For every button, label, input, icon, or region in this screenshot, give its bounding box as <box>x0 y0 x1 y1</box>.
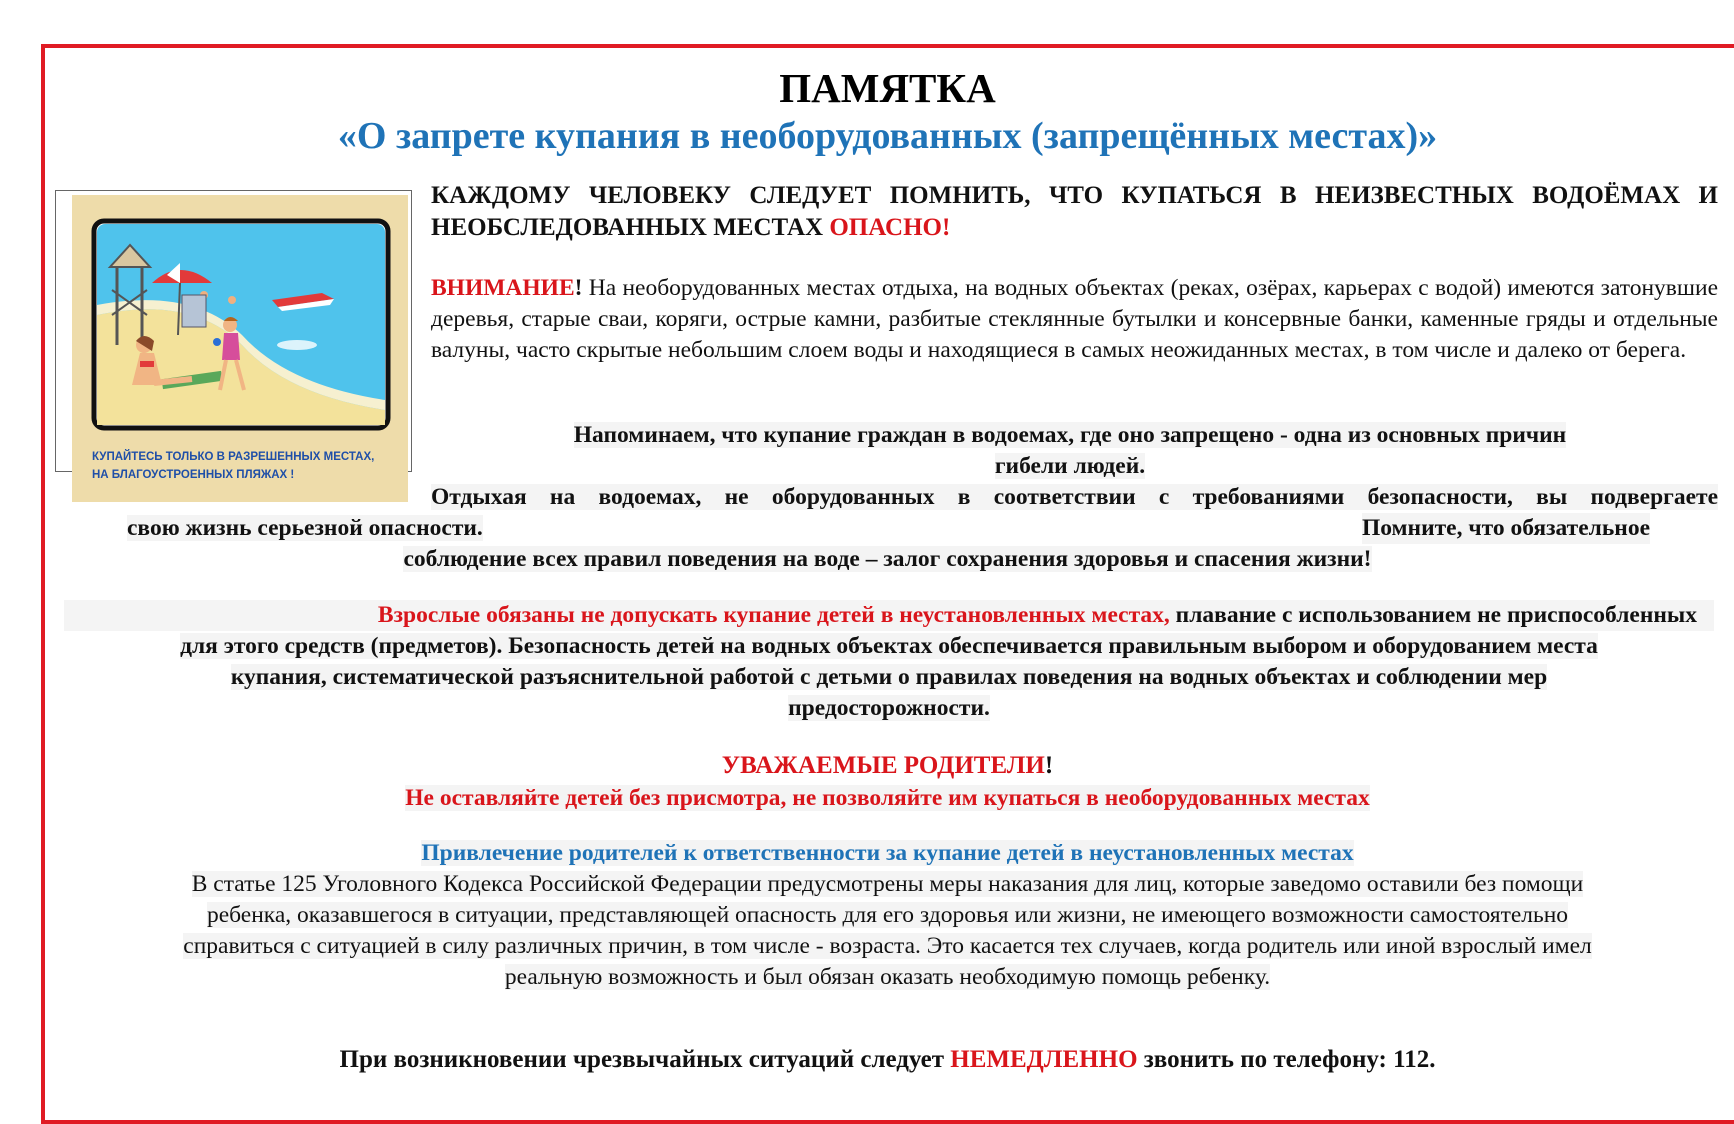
reminder-heading <box>490 420 1650 482</box>
adults-line2: для этого средств (предметов). Безопасность детей на водных объектах обеспечивается правильным выбором и оборудованием места <box>180 633 1598 659</box>
parents-heading-mark: ! <box>1044 752 1054 779</box>
attention-text: На необорудованных местах отдыха, на водных объектах (реках, озёрах, карьерах с водой) имеются затонувшие деревья, старые сваи, коряги, острые камни, разбитые стеклянные бутылки и консервные банки, каменные гряды и отдельные валуны, часто скрытые небольшим слоем воды и находящиеся в самых неожиданных местах, в том числе и далеко от берега. <box>431 275 1718 363</box>
danger-label: ОПАСНО! <box>829 214 951 241</box>
reminder-line5: соблюдение всех правил поведения на воде – залог сохранения здоровья и спасения жизни! <box>403 546 1372 572</box>
reminder-line1: Напоминаем, что купание граждан в водоемах, где оно запрещено - одна из основных причин <box>573 422 1567 448</box>
illustration-caption-line2: НА БЛАГОУСТРОЕННЫХ ПЛЯЖАХ ! <box>92 469 295 481</box>
adults-line4: предосторожности. <box>788 695 990 721</box>
illustration-caption-line1: КУПАЙТЕСЬ ТОЛЬКО В РАЗРЕШЕННЫХ МЕСТАХ, <box>92 451 375 463</box>
adults-line3: купания, систематической разъяснительной работой с детьми о правилах поведения на водных объектах и соблюдении мер <box>230 664 1548 690</box>
intro-text: КАЖДОМУ ЧЕЛОВЕКУ СЛЕДУЕТ ПОМНИТЬ, ЧТО КУПАТЬСЯ В НЕИЗВЕСТНЫХ ВОДОЁМАХ И НЕОБСЛЕДОВАННЫХ МЕСТАХ <box>431 182 1718 241</box>
reminder-line5-block <box>0 544 1734 575</box>
attention-label: ВНИМАНИЕ <box>431 275 575 301</box>
beach-scene-image <box>72 195 408 502</box>
parents-warning-block <box>0 783 1734 814</box>
document-subtitle: «О запрете купания в необорудованных (запрещённых местах)» <box>337 115 1438 157</box>
adults-first-rest: плавание с использованием не приспособленных <box>1175 602 1697 628</box>
emergency-suffix: звонить по телефону: 112. <box>1143 1046 1436 1073</box>
reminder-line3: Отдыхая на водоемах, не оборудованных в соответствии с требованиями безопасности, вы подвергаете <box>431 484 1718 510</box>
emergency-line <box>0 1044 1734 1076</box>
document-title: ПАМЯТКА <box>779 65 996 111</box>
attention-paragraph <box>431 273 1718 366</box>
responsibility-line3: справиться с ситуацией в силу различных причин, в том числе - возраста. Это касается тех случаев, когда родитель или иной взрослый имел <box>183 933 1592 959</box>
responsibility-text <box>70 869 1705 993</box>
reminder-line3-block <box>431 482 1718 513</box>
adults-red-text: Взрослые обязаны не допускать купание детей в неустановленных местах, <box>377 602 1170 628</box>
parents-heading-text: УВАЖАЕМЫЕ РОДИТЕЛИ <box>721 752 1045 779</box>
reminder-line4-left: свою жизнь серьезной опасности. <box>127 515 483 541</box>
responsibility-heading: Привлечение родителей к ответственности за купание детей в неустановленных местах <box>421 840 1354 866</box>
reminder-line4-right: Помните, что обязательное <box>1362 513 1650 544</box>
reminder-line4-block <box>127 513 1650 544</box>
responsibility-line2: ребенка, оказавшегося в ситуации, представляющей опасность для его здоровья или жизни, не имеющего возможности самостоятельно <box>206 902 1569 928</box>
reminder-line2: гибели людей. <box>994 453 1146 479</box>
emergency-prefix: При возникновении чрезвычайных ситуаций следует <box>339 1046 945 1073</box>
attention-mark: ! <box>574 275 583 301</box>
responsibility-heading-block <box>0 838 1734 869</box>
responsibility-line1: В статье 125 Уголовного Кодекса Российской Федерации предусмотрены меры наказания для лиц, которые заведомо оставили без помощи <box>191 871 1584 897</box>
responsibility-line4: реальную возможность и был обязан оказать необходимую помощь ребенку. <box>504 964 1271 990</box>
adults-paragraph <box>64 600 1714 724</box>
emergency-urgent: НЕМЕДЛЕННО <box>950 1046 1138 1073</box>
parents-heading <box>0 750 1734 782</box>
beach-illustration <box>72 195 408 502</box>
parents-warning: Не оставляйте детей без присмотра, не позволяйте им купаться в необорудованных местах <box>405 785 1370 811</box>
intro-warning <box>431 180 1718 244</box>
